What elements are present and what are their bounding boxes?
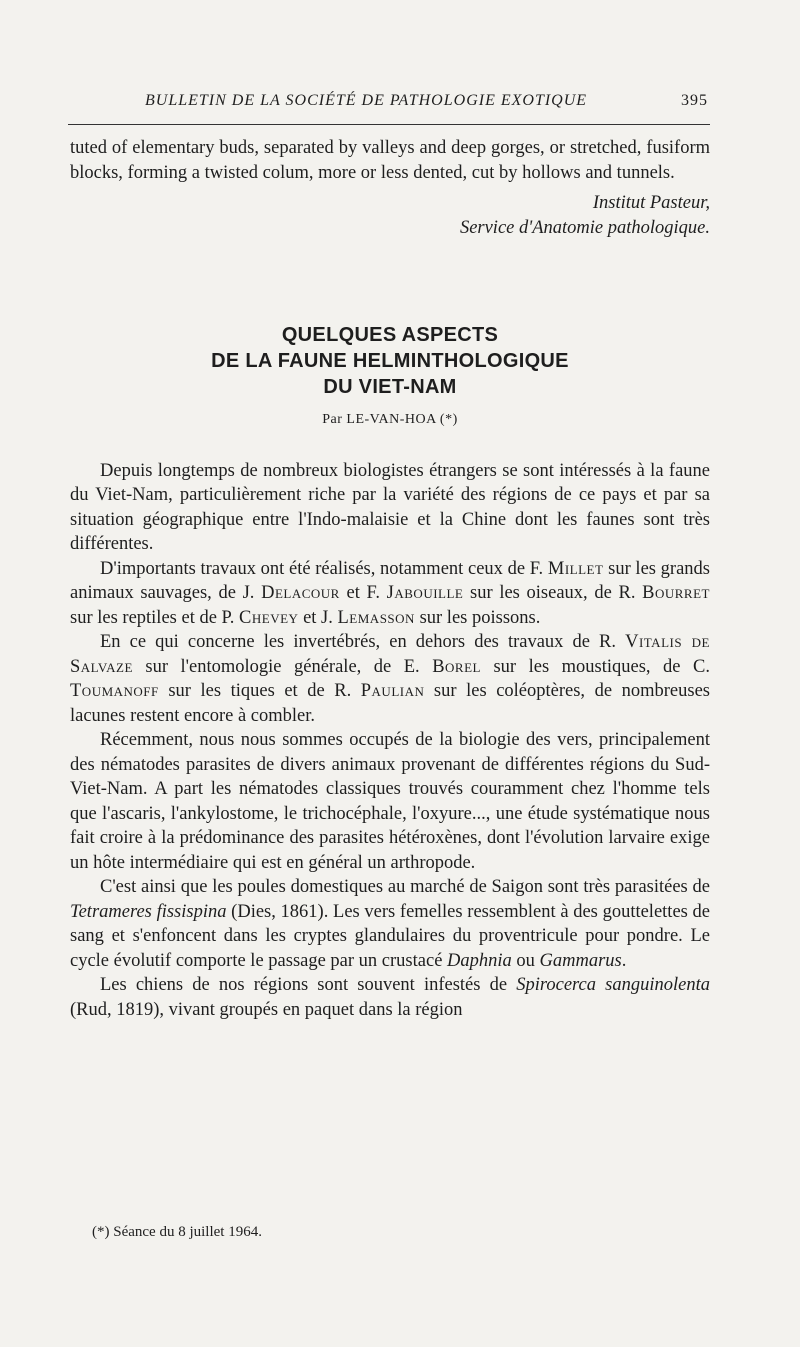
article-title-line-3: DU VIET-NAM xyxy=(323,376,457,398)
page-number: 395 xyxy=(681,92,708,109)
species-name: Tetrameres fissispina xyxy=(70,901,227,922)
article-author: Par LE-VAN-HOA (*) xyxy=(322,412,458,427)
article-title-line-2: DE LA FAUNE HELMINTHOLOGIQUE xyxy=(211,350,569,372)
species-name: Spirocerca sanguinolenta xyxy=(516,975,710,995)
author-name: Borel xyxy=(432,656,481,677)
paragraph-6: Les chiens de nos régions sont souvent infestés de Spirocerca sanguinolenta (Rud, 1819), vivant groupés en paquet dans la région xyxy=(70,975,710,1020)
footnote: (*) Séance du 8 juillet 1964. xyxy=(92,1224,262,1240)
header-rule xyxy=(68,124,710,125)
prev-article-closing: tuted of elementary buds, separated by valleys and deep gorges, or stretched, fusiform blocks, forming a twisted colum, more or less dented, cut by hollows and tunnels. xyxy=(70,138,710,183)
affiliation-institute: Institut Pasteur, xyxy=(592,193,710,213)
author-name: Delacour xyxy=(261,583,340,603)
affiliation-service: Service d'Anatomie pathologique. xyxy=(459,217,710,238)
paragraph-2: D'importants travaux ont été réalisés, notamment ceux de F. Millet sur les grands animaux sauvages, de J. Delacour et F. Jabouille sur les oiseaux, de R. Bourret sur les reptiles et de P. Chevey et J. Lemasson sur les poissons. xyxy=(70,558,710,628)
paragraph-1: Depuis longtemps de nombreux biologistes étrangers se sont intéressés à la faune du Viet-Nam, particulièrement riche par la variété des régions de ce pays et par sa situation géographique entre l'Indo-malaisie et la Chine dont les faunes sont très différentes. xyxy=(70,460,710,554)
author-name: Millet xyxy=(547,558,604,579)
author-name: Toumanoff xyxy=(70,681,159,701)
body-text xyxy=(70,136,710,1022)
article-title-line-1: QUELQUES ASPECTS xyxy=(281,324,499,346)
author-name: Chevey xyxy=(239,607,299,628)
species-name: Gammarus xyxy=(539,950,622,971)
author-name: Jabouille xyxy=(386,583,464,603)
paragraph-4: Récemment, nous nous sommes occupés de la biologie des vers, principalement des nématodes parasites de divers animaux provenant de différentes régions du Sud-Viet-Nam. A part les nématodes classiques trouvés couramment chez l'homme tels que l'ascaris, l'ankylostome, le trichocéphale, l'oxyure..., une étude systématique nous fait croire à la prédominance des parasites hétéroxènes, dont l'évolution larvaire exige un hôte intermédiaire qui est en général un arthropode. xyxy=(70,730,710,873)
paragraph-3: En ce qui concerne les invertébrés, en dehors des travaux de R. Vitalis de Salvaze sur l'entomologie générale, de E. Borel sur les moustiques, de C. Toumanoff sur les tiques et de R. Paulian sur les coléoptères, de nombreuses lacunes restent encore à combler. xyxy=(70,632,710,726)
author-name: Lemasson xyxy=(337,607,415,628)
author-name: Vitalis de Salvaze xyxy=(70,632,710,677)
author-name: Paulian xyxy=(360,681,425,701)
running-header xyxy=(70,92,710,120)
author-name: Bourret xyxy=(642,583,710,603)
paragraph-5: C'est ainsi que les poules domestiques au marché de Saigon sont très parasitées de Tetrameres fissispina (Dies, 1861). Les vers femelles ressemblent à des gouttelettes de sang et s'enfoncent dans les cryptes glandulaires du proventricule pour pondre. Le cycle évolutif comporte le passage par un crustacé Daphnia ou Gammarus. xyxy=(70,877,711,971)
species-name: Daphnia xyxy=(447,950,512,971)
running-title: BULLETIN DE LA SOCIÉTÉ DE PATHOLOGIE EXOTIQUE xyxy=(145,92,588,109)
article-title xyxy=(70,322,710,400)
